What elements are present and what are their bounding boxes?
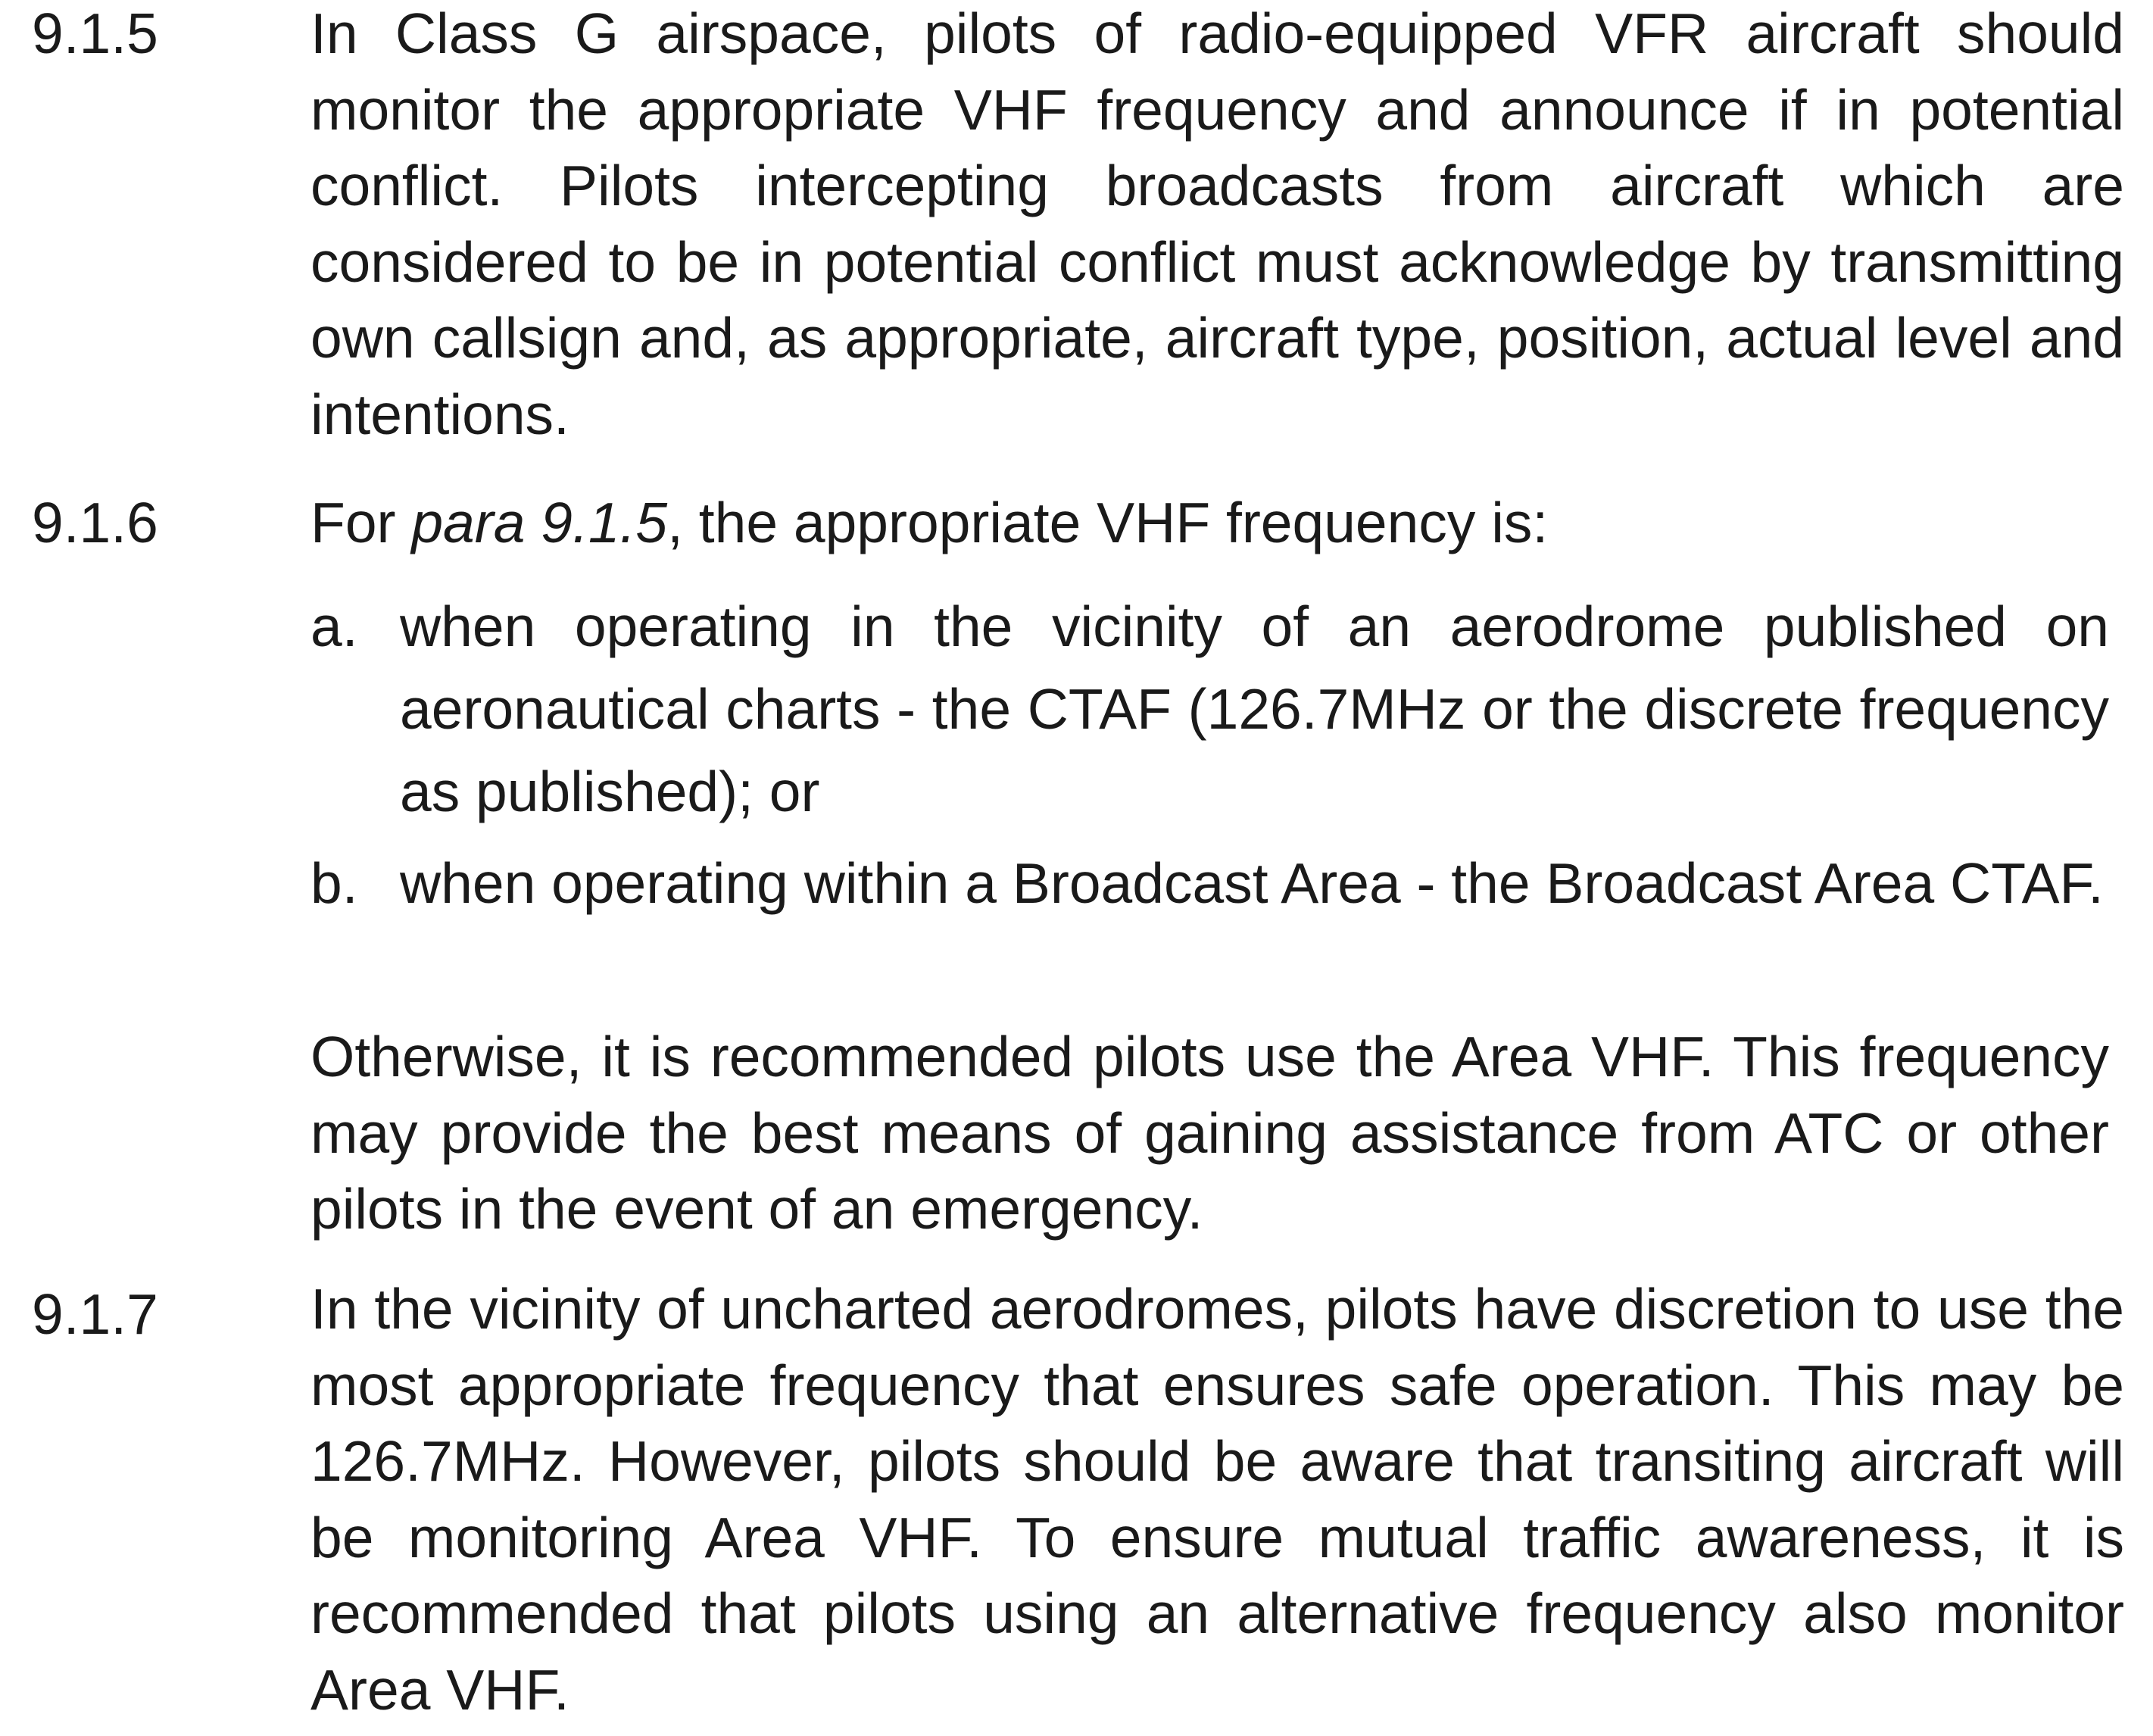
list-item-label-a: a. [310,595,358,658]
para-reference: para 9.1.5 [411,491,668,554]
list-item-label-b: b. [310,851,358,915]
paragraph-9-1-6-intro [310,485,2124,561]
list-item-text-b: when operating within a Broadcast Area - the Broadcast Area CTAF. [400,851,2104,915]
paragraph-9-1-5-text: In Class G airspace, pilots of radio-equipped VFR aircraft should monitor the appropriate VHF frequency and announce if in potential conflict. Pilots intercepting broadcasts from aircraft which are considered to be in potential conflict must acknowledge by transmitting own callsign and, as appropriate, aircraft type, position, actual level and intentions. [310,2,2124,446]
intro-text-after: , the appropriate VHF frequency is: [667,491,1549,554]
paragraph-number-9-1-7: 9.1.7 [32,1282,158,1346]
paragraph-9-1-7-text: In the vicinity of uncharted aerodromes, pilots have discretion to use the most appropriate frequency that ensures safe operation. This may be 126.7MHz. However, pilots should be aware that transiting aircraft will be monitoring Area VHF. To ensure mutual traffic awareness, it is recommended that pilots using an alternative frequency also monitor Area VHF. [310,1277,2124,1722]
intro-text-before: For [310,491,412,554]
paragraph-9-1-6-closing: Otherwise, it is recommended pilots use the Area VHF. This frequency may provide the best means of gaining assistance from ATC or other pilots in the event of an emergency. [310,1025,2109,1241]
paragraph-number-9-1-6: 9.1.6 [32,491,158,554]
paragraph-number-9-1-5: 9.1.5 [32,2,158,65]
list-item-text-a: when operating in the vicinity of an aerodrome published on aeronautical charts - the CTAF (126.7MHz or the discrete frequency as published); or [400,595,2109,823]
